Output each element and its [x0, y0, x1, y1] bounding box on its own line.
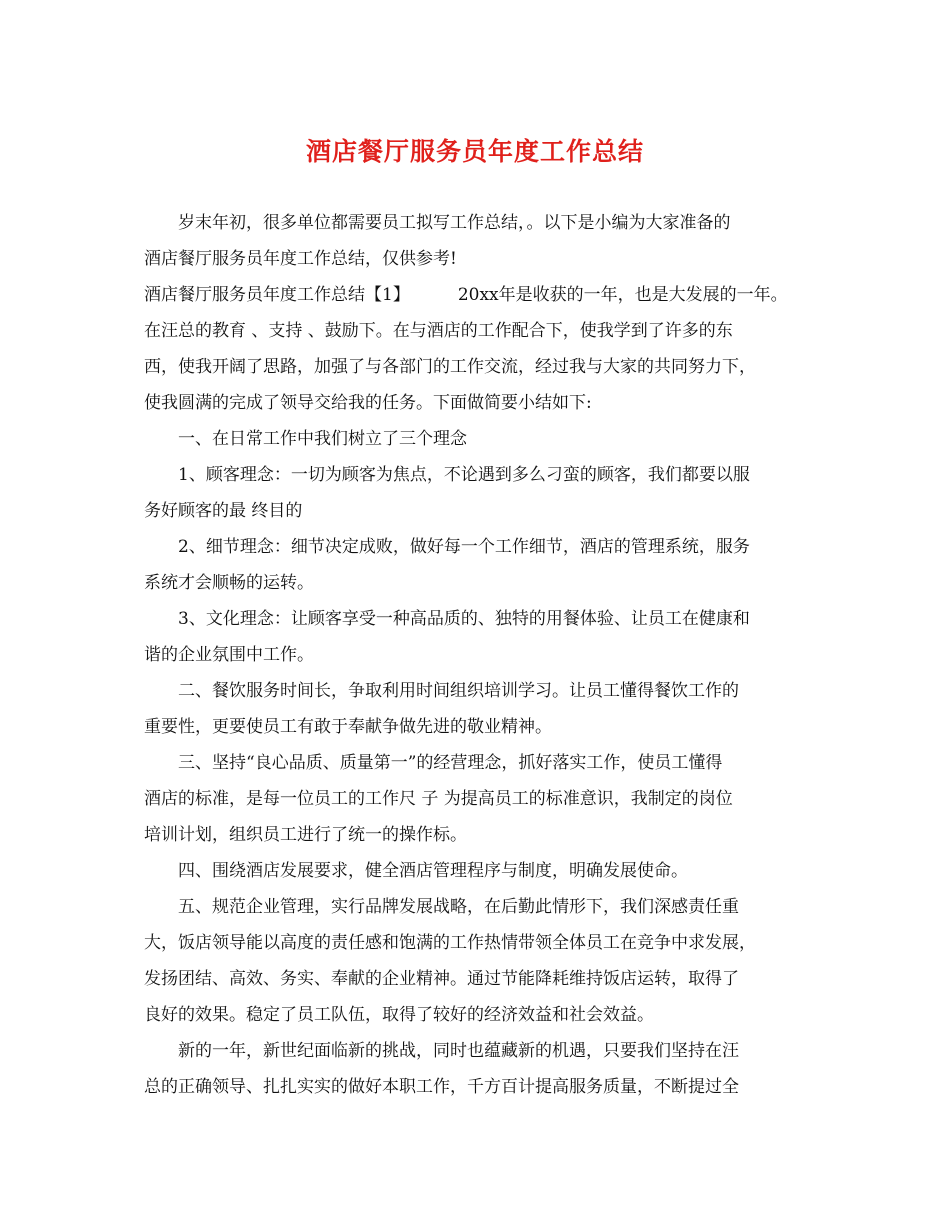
text-line-content: 西，使我开阔了思路，加强了与各部门的工作交流，经过我与大家的共同努力下， — [144, 357, 756, 377]
text-line-content: 二、餐饮服务时间长，争取利用时间组织培训学习。让员工懂得餐饮工作的 — [178, 681, 739, 701]
text-line-content: 岁末年初，很多单位都需要员工拟写工作总结，。以下是小编为大家准备的 — [178, 213, 731, 233]
text-line-content: 谐的企业氛围中工作。 — [144, 645, 314, 665]
text-line-content: 务好顾客的最 终目的 — [144, 501, 303, 521]
text-line-content: 四、围绕酒店发展要求，健全酒店管理程序与制度，明确发展使命。 — [178, 861, 688, 881]
text-line-content: 在汪总的教育 、支持 、鼓励下。在与酒店的工作配合下，使我学到了许多的东 — [144, 321, 733, 341]
text-line-content: 2、细节理念：细节决定成败，做好每一个工作细节，酒店的管理系统，服务 — [178, 537, 750, 557]
text-line — [144, 421, 824, 457]
text-line-content: 酒店的标准，是每一位员工的工作尺 子 为提高员工的标准意识，我制定的岗位 — [144, 789, 733, 809]
text-line-content: 系统才会顺畅的运转。 — [144, 573, 314, 593]
text-line-content: 良好的效果。稳定了员工队伍，取得了较好的经济效益和社会效益。 — [144, 1005, 654, 1025]
text-line — [144, 529, 824, 565]
text-line-content: 3、文化理念：让顾客享受一种高品质的、独特的用餐体验、让员工在健康和 — [178, 609, 750, 629]
text-line — [144, 997, 824, 1033]
text-line — [144, 349, 824, 385]
text-line-content: 培训计划，组织员工进行了统一的操作标。 — [144, 825, 467, 845]
text-line — [144, 889, 824, 925]
text-line-content: 新的一年，新世纪面临新的挑战，同时也蕴藏新的机遇，只要我们坚持在汪 — [178, 1041, 739, 1061]
text-line — [144, 1069, 824, 1105]
text-line-content: 总的正确领导、扎扎实实的做好本职工作，千方百计提高服务质量，不断提过全 — [144, 1077, 739, 1097]
text-line-content: 五、规范企业管理，实行品牌发展战略，在后勤此情形下，我们深感责任重 — [178, 897, 739, 917]
text-line — [144, 925, 824, 961]
text-line-content: 发扬团结、高效、务实、奉献的企业精神。通过节能降耗维持饭店运转，取得了 — [144, 969, 739, 989]
text-line — [144, 961, 824, 997]
text-line — [144, 241, 824, 277]
text-line — [144, 817, 824, 853]
text-line — [144, 1033, 824, 1069]
text-line — [144, 637, 824, 673]
text-line — [144, 313, 824, 349]
text-line — [144, 709, 824, 745]
text-line — [144, 853, 824, 889]
text-line-content: 1、顾客理念：一切为顾客为焦点，不论遇到多么刁蛮的顾客，我们都要以服 — [178, 465, 750, 485]
text-line — [144, 205, 824, 241]
text-line — [144, 601, 824, 637]
text-line — [144, 673, 824, 709]
text-line — [144, 745, 824, 781]
text-line-tail: 20xx年是收获的一年，也是大发展的一年。 — [457, 285, 788, 305]
text-line-content: 一、在日常工作中我们树立了三个理念 — [178, 429, 467, 449]
text-line-content: 酒店餐厅服务员年度工作总结，仅供参考! — [144, 249, 457, 269]
text-line — [144, 277, 824, 313]
text-line — [144, 385, 824, 421]
text-line-content: 重要性，更要使员工有敢于奉献争做先进的敬业精神。 — [144, 717, 552, 737]
text-line-content: 使我圆满的完成了领导交给我的任务。下面做简要小结如下: — [144, 393, 592, 413]
text-line-content: 酒店餐厅服务员年度工作总结【1】 — [144, 285, 410, 305]
text-line-content: 三、坚持“良心品质、质量第一”的经营理念，抓好落实工作，使员工懂得 — [178, 753, 723, 773]
text-line — [144, 457, 824, 493]
text-line — [144, 565, 824, 601]
document-title: 酒店餐厅服务员年度工作总结 — [305, 137, 644, 166]
text-line-content: 大，饭店领导能以高度的责任感和饱满的工作热情带领全体员工在竞争中求发展， — [144, 933, 756, 953]
text-line — [144, 781, 824, 817]
document-body — [144, 205, 824, 1105]
text-line — [144, 493, 824, 529]
